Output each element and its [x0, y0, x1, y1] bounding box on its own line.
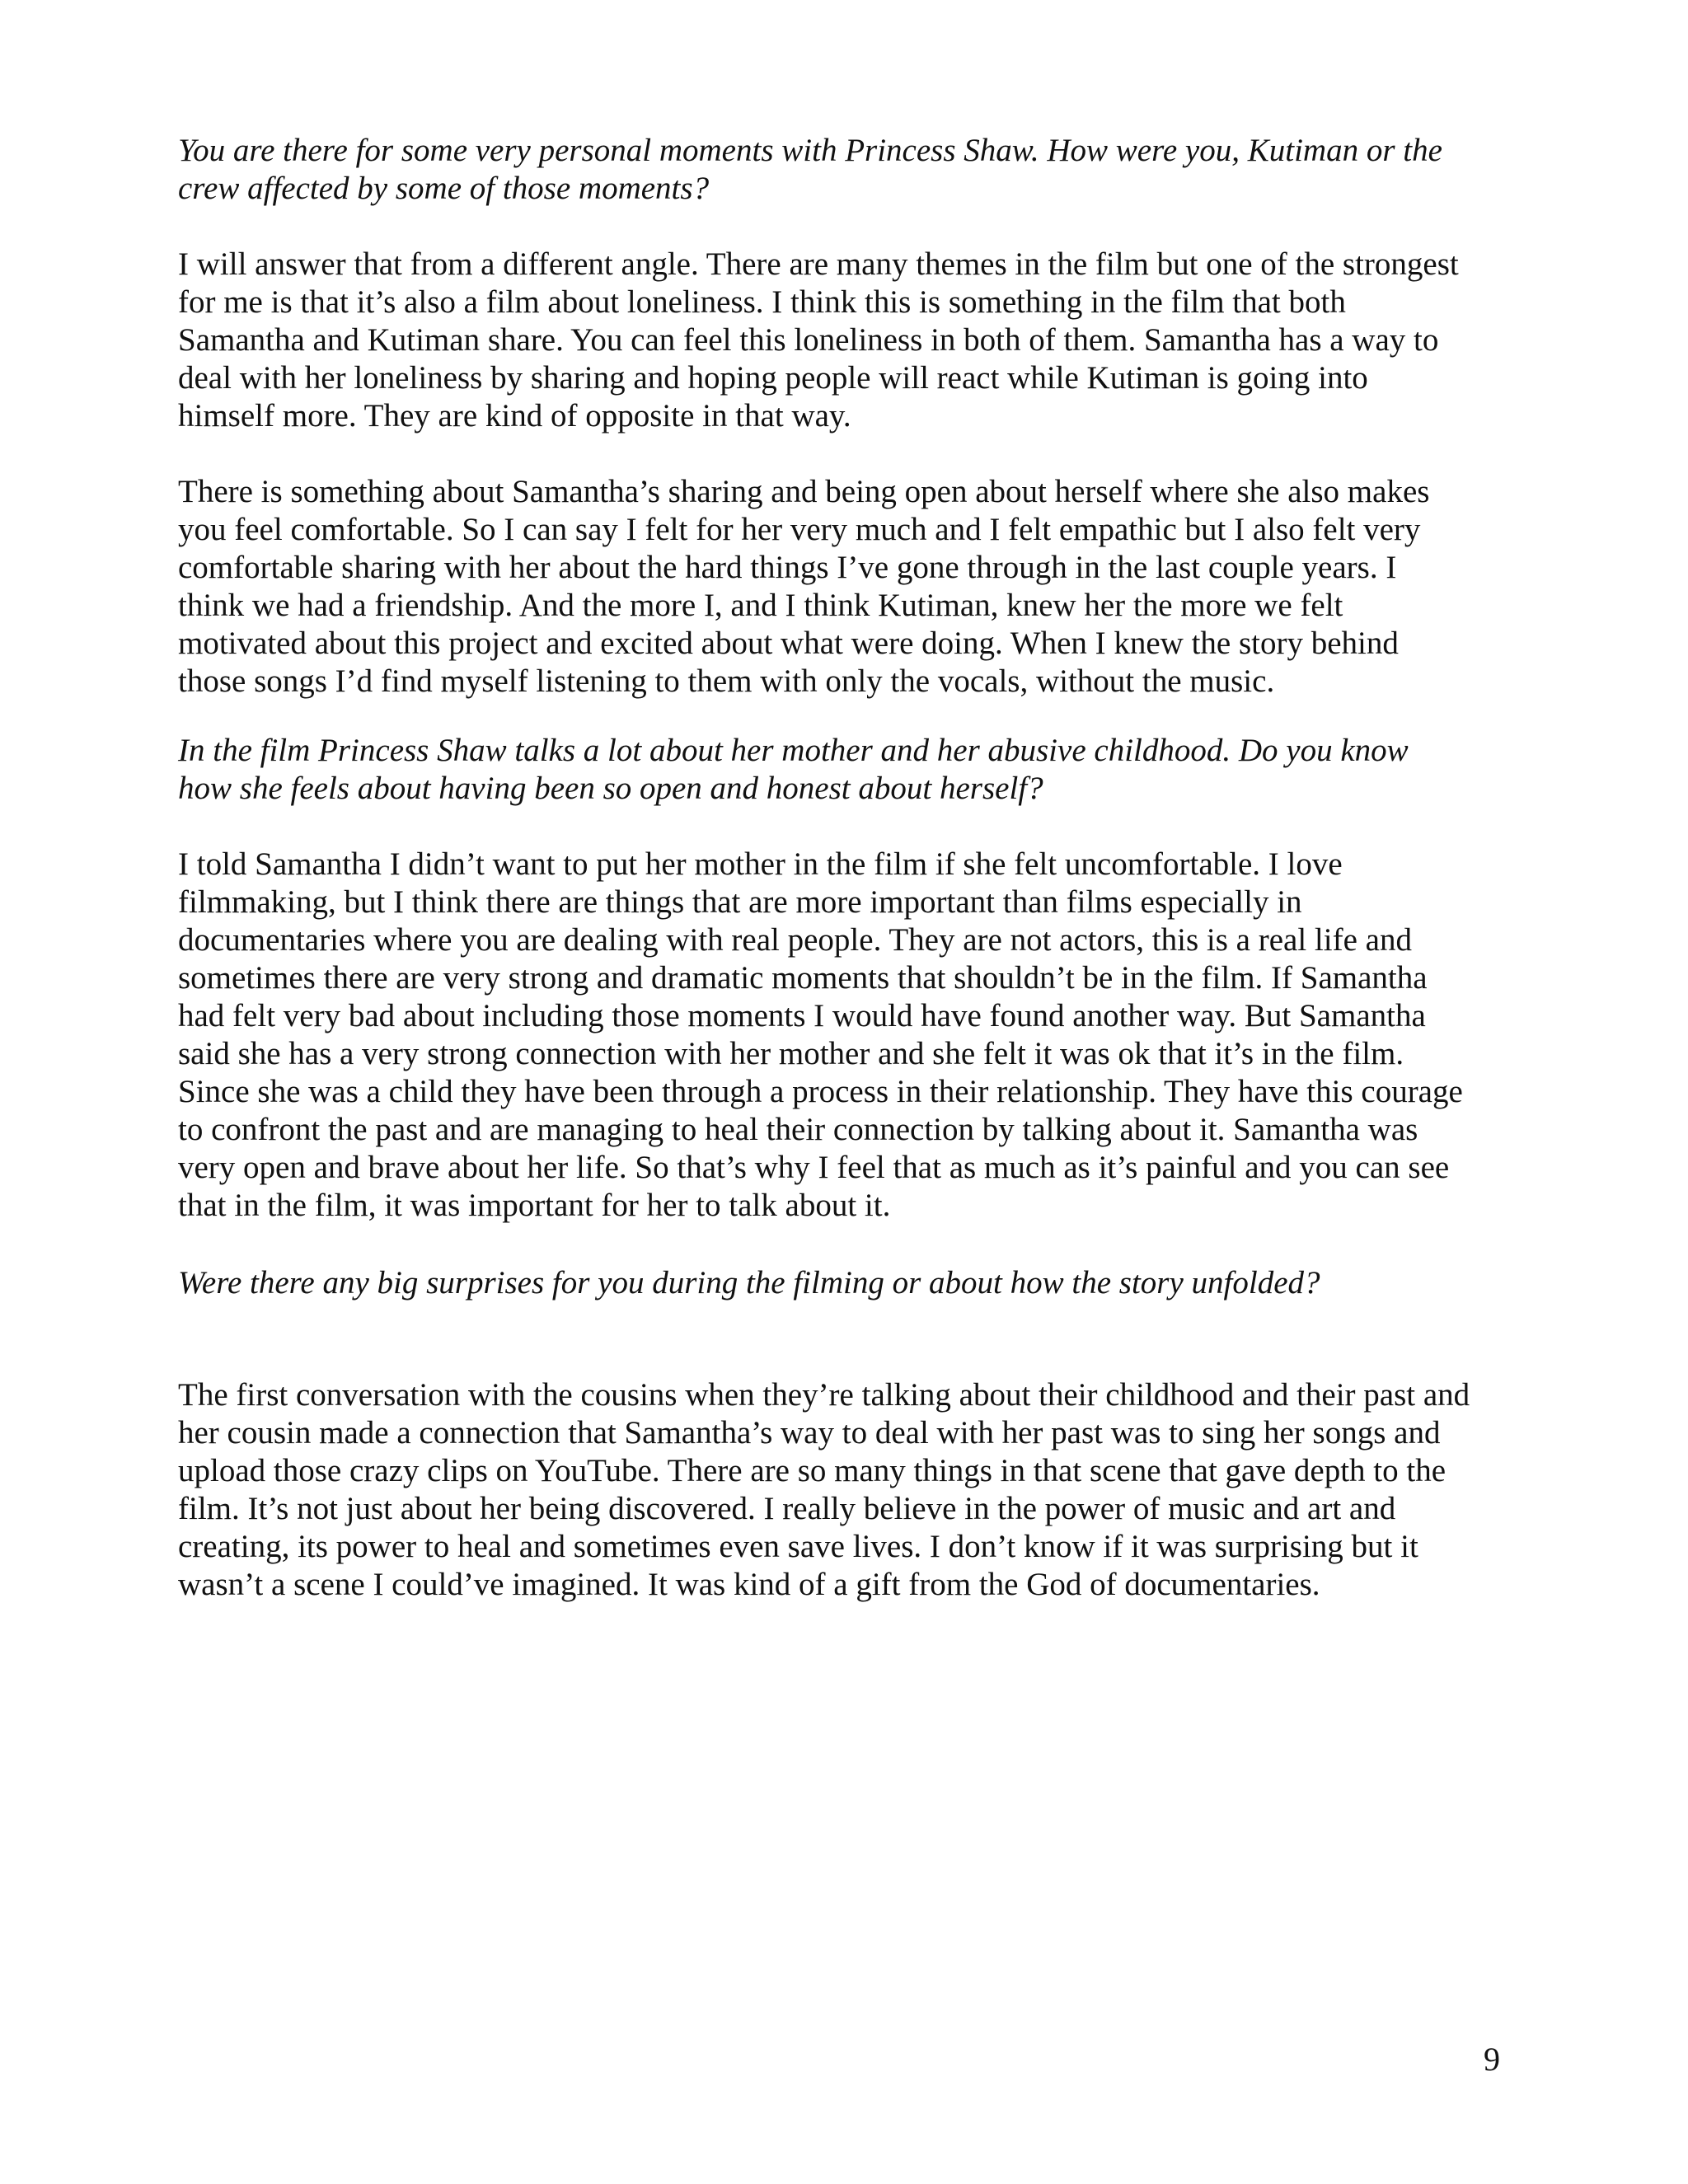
interview-question-3: Were there any big surprises for you during the filming or about how the story unfolded? — [178, 1265, 1320, 1301]
interview-answer-1: I will answer that from a different angle. There are many themes in the film but one of the strongest for me is that it’s also a film about loneliness. I think this is something in the film that both Samantha and Kutiman share. You can feel this loneliness in both of them. Samantha has a way to deal with her loneliness by sharing and hoping people will react while Kutiman is going into himself more. They are kind of opposite in that way. — [178, 246, 1459, 434]
page-number: 9 — [1484, 2041, 1500, 2078]
interview-question-1: You are there for some very personal moments with Princess Shaw. How were you, Kutiman or the crew affected by some of those moments? — [178, 133, 1442, 206]
interview-answer-4: The first conversation with the cousins when they’re talking about their childhood and their past and her cousin made a connection that Samantha’s way to deal with her past was to sing her songs and upload those crazy clips on YouTube. There are so many things in that scene that gave depth to the film. It’s not just about her being discovered. I really believe in the power of music and art and creating, its power to heal and sometimes even save lives. I don’t know if it was surprising but it wasn’t a scene I could’ve imagined. It was kind of a gift from the God of documentaries. — [178, 1377, 1470, 1602]
interview-question-2: In the film Princess Shaw talks a lot about her mother and her abusive childhood. Do you know how she feels about having been so open and honest about herself? — [178, 733, 1409, 806]
interview-answer-3: I told Samantha I didn’t want to put her mother in the film if she felt uncomfortable. I love filmmaking, but I think there are things that are more important than films especially in documentaries where you are dealing with real people. They are not actors, this is a real life and sometimes there are very strong and dramatic moments that shouldn’t be in the film. If Samantha had felt very bad about including those moments I would have found another way. But Samantha said she has a very strong connection with her mother and she felt it was ok that it’s in the film. Since she was a child they have been through a process in their relationship. They have this courage to confront the past and are managing to heal their connection by talking about it. Samantha was very open and brave about her life. So that’s why I feel that as much as it’s painful and you can see that in the film, it was important for her to talk about it. — [178, 846, 1463, 1223]
interview-answer-2: There is something about Samantha’s sharing and being open about herself where she also makes you feel comfortable. So I can say I felt for her very much and I felt empathic but I also felt very comfortable sharing with her about the hard things I’ve gone through in the last couple years. I think we had a friendship. And the more I, and I think Kutiman, knew her the more we felt motivated about this project and excited about what were doing. When I knew the story behind those songs I’d find myself listening to them with only the vocals, without the music. — [178, 474, 1430, 699]
